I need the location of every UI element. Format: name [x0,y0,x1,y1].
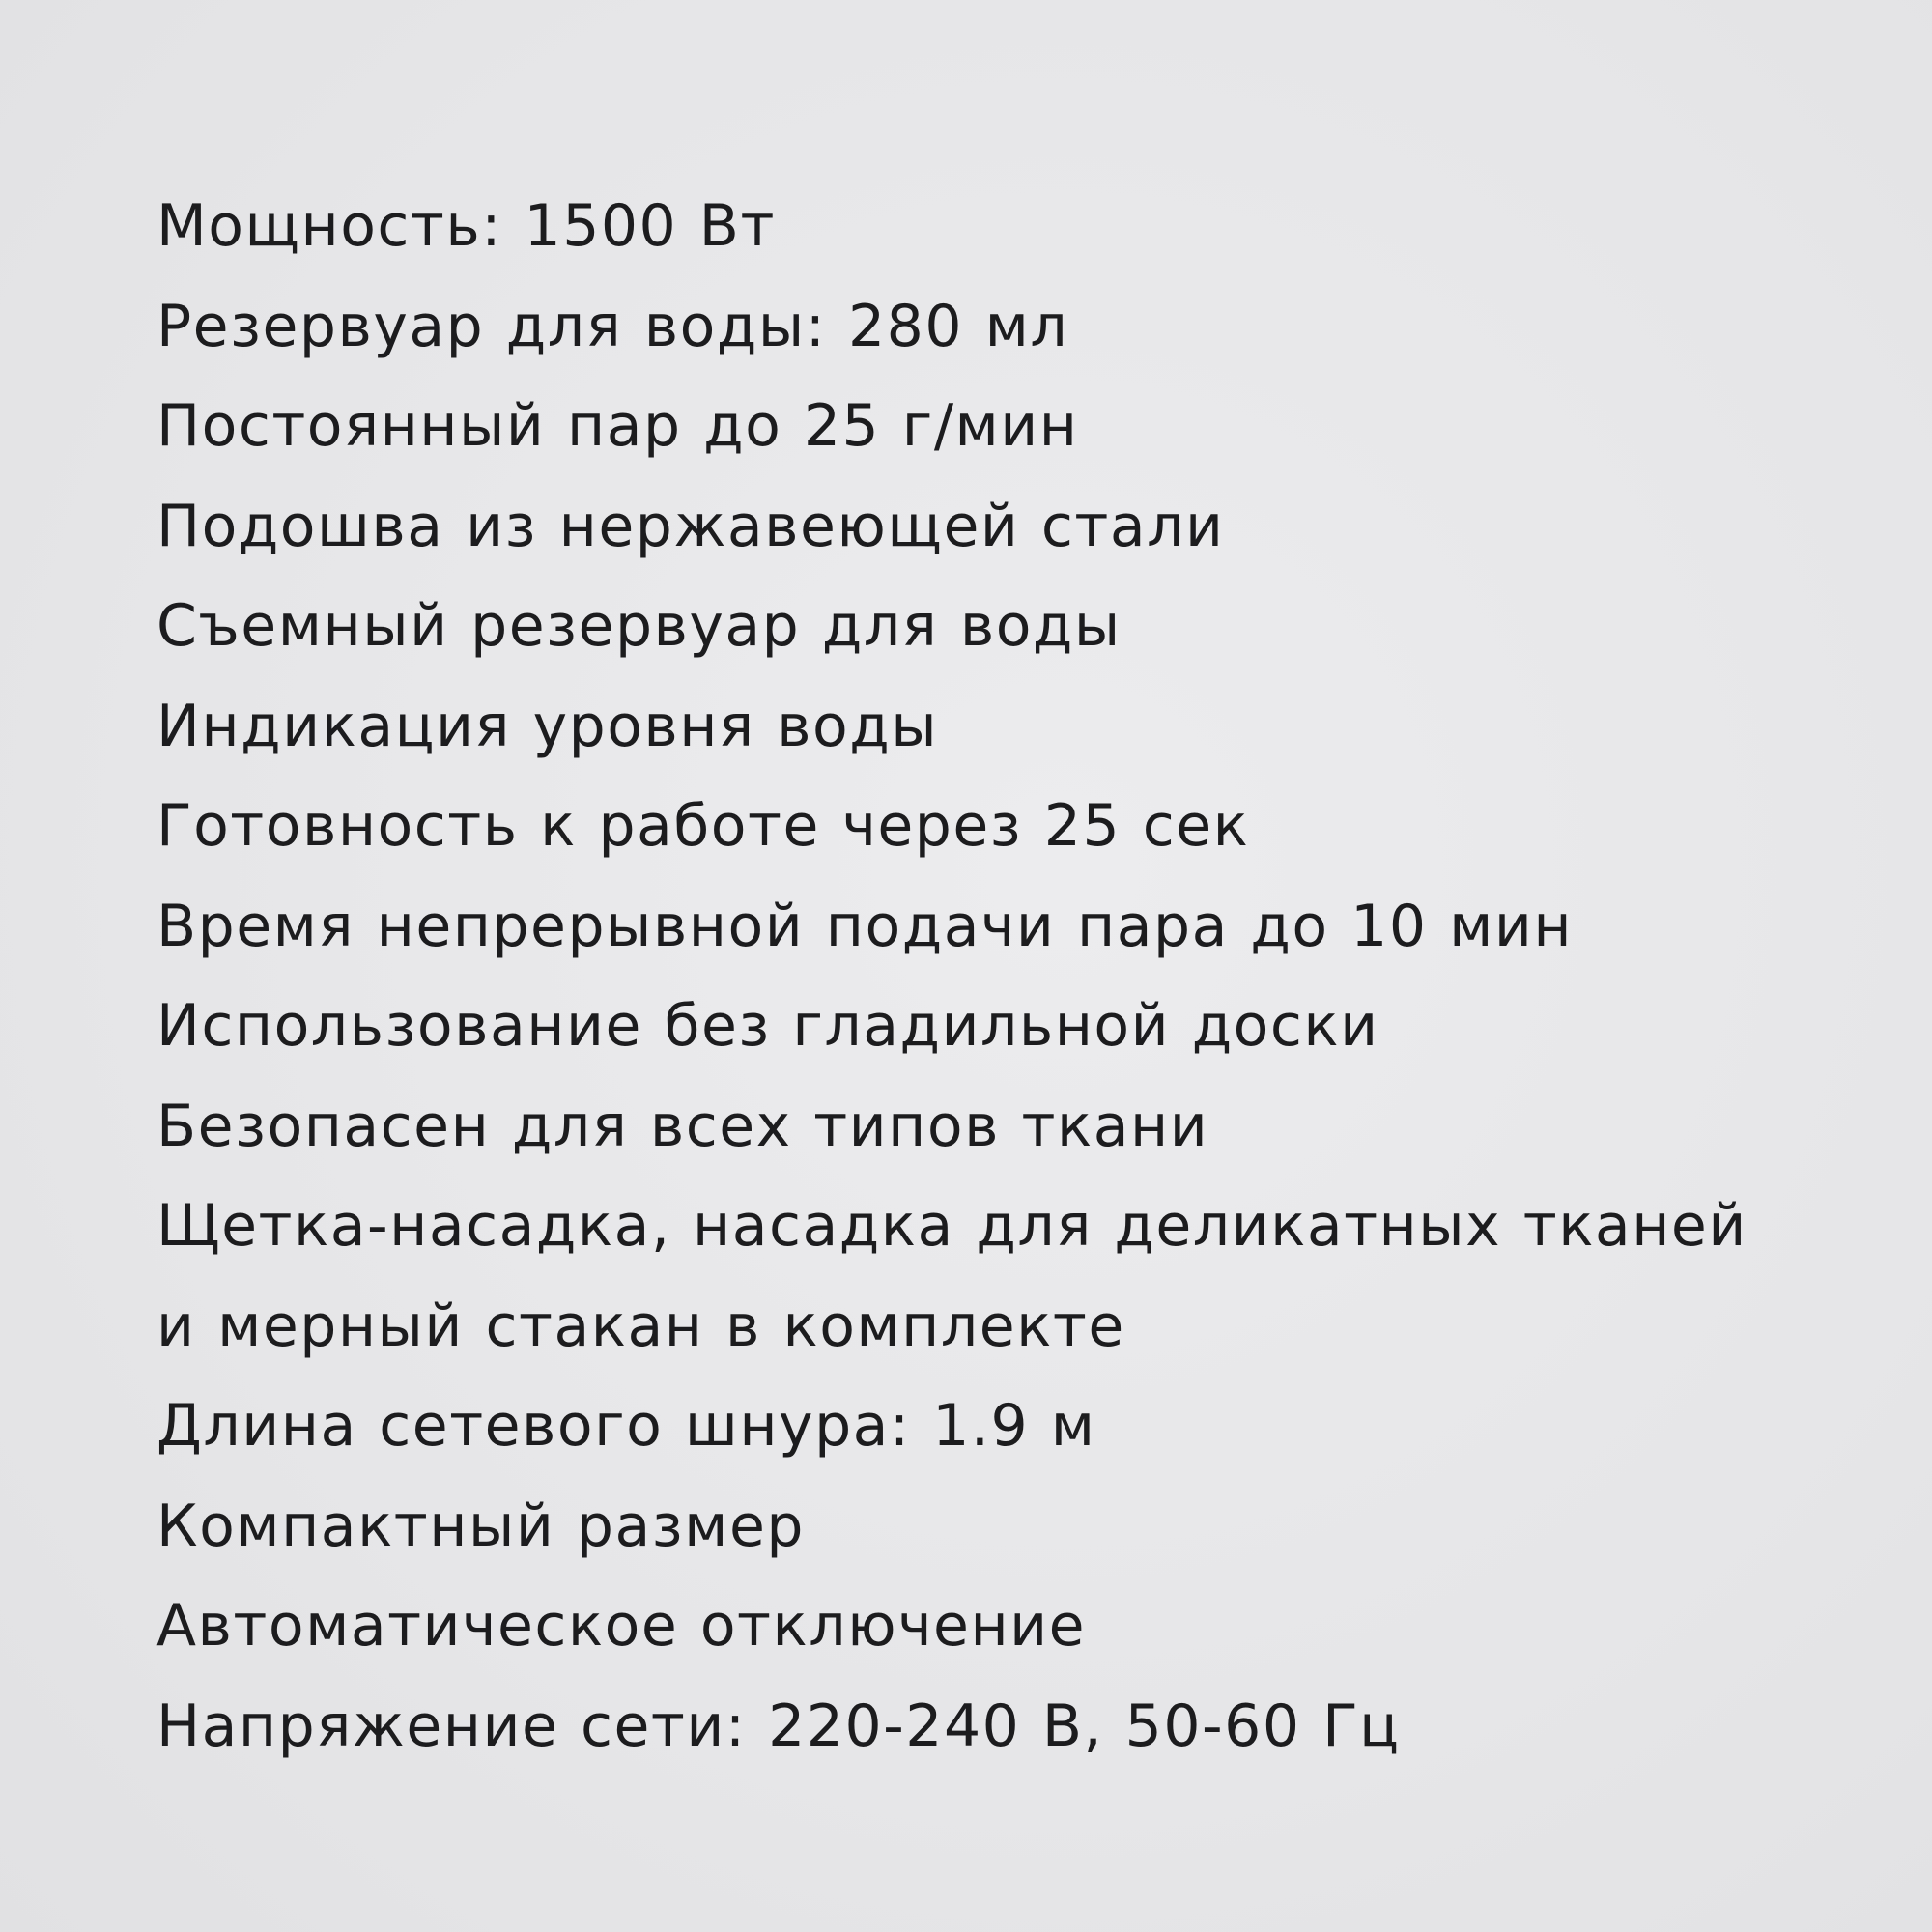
spec-line-accessories: Щетка-насадка, насадка для деликатных тканей [156,1192,1747,1260]
spec-line-compact-size: Компактный размер [156,1492,805,1560]
spec-line-voltage: Напряжение сети: 220-240 В, 50-60 Гц [156,1691,1401,1760]
spec-line-water-level-indicator: Индикация уровня воды [156,692,939,760]
spec-line-fabric-safety: Безопасен для всех типов ткани [156,1092,1209,1160]
spec-line-no-ironing-board: Использование без гладильной доски [156,992,1379,1060]
spec-line-continuous-steam-time: Время непрерывной подачи пара до 10 мин [156,892,1574,960]
spec-line-auto-shutoff: Автоматическое отключение [156,1592,1087,1660]
spec-line-soleplate: Подошва из нержавеющей стали [156,492,1225,560]
spec-line-accessories-continued: и мерный стакан в комплекте [156,1292,1125,1360]
spec-line-removable-tank: Съемный резервуар для воды [156,592,1122,660]
spec-line-heat-up-time: Готовность к работе через 25 сек [156,792,1250,860]
spec-line-constant-steam: Постоянный пар до 25 г/мин [156,392,1079,460]
spec-line-power: Мощность: 1500 Вт [156,192,776,260]
spec-line-cord-length: Длина сетевого шнура: 1.9 м [156,1392,1096,1460]
spec-list [156,177,1895,1776]
spec-line-tank-capacity: Резервуар для воды: 280 мл [156,292,1069,360]
